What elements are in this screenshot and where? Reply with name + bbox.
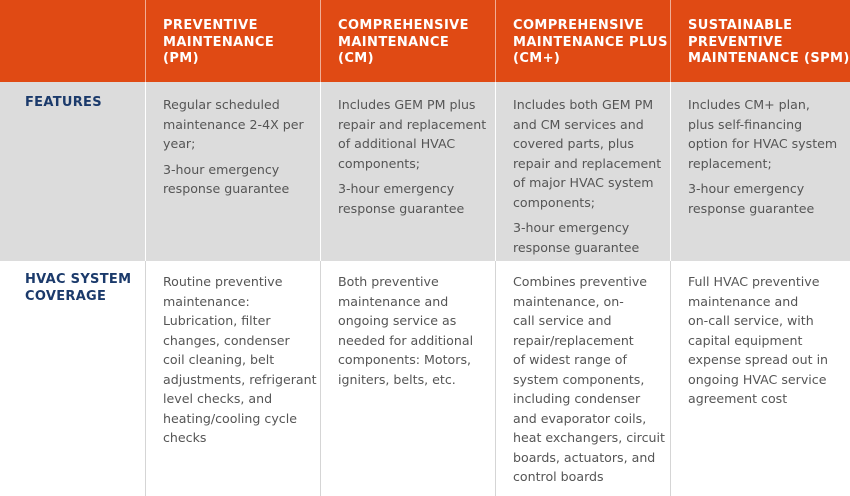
features-pm [145,82,320,261]
header-pm: PREVENTIVE MAINTENANCE (PM) [145,0,320,82]
features-pm-description: Regular scheduled maintenance 2-4X per year; [163,97,304,151]
features-cm-plus [495,82,670,261]
features-pm-guarantee: 3-hour emergency response guarantee [163,161,290,196]
coverage-spm: Full HVAC preventive maintenance and on-call service, with capital equipment expense spread out in ongoing HVAC service agreement cost [670,261,850,496]
row-label-hvac-coverage: HVAC SYSTEM COVERAGE [0,261,145,496]
row-label-features: FEATURES [0,82,145,261]
features-cm-plus-description: Includes both GEM PM and CM services and covered parts, plus repair and replacement of major HVAC system components; [513,97,662,210]
header-corner [0,0,145,82]
header-cm-plus: COMPREHENSIVE MAINTENANCE PLUS (CM+) [495,0,670,82]
coverage-cm: Both preventive maintenance and ongoing service as needed for additional components: Motors, igniters, belts, etc. [320,261,495,496]
features-cm-description: Includes GEM PM plus repair and replacement of additional HVAC components; [338,97,487,171]
features-spm-description: Includes CM+ plan, plus self-financing option for HVAC system replacement; [688,97,838,171]
coverage-cm-plus: Combines preventive maintenance, on- call service and repair/replacement of widest range of system components, including condenser and evaporator coils, heat exchangers, circuit boards, actuators, and control boards [495,261,670,496]
features-spm-guarantee: 3-hour emergency response guarantee [688,181,815,216]
features-cm [320,82,495,261]
features-spm [670,82,850,261]
coverage-pm: Routine preventive maintenance: Lubrication, filter changes, condenser coil cleaning, belt adjustments, refrigerant level checks, and heating/cooling cycle checks [145,261,320,496]
features-cm-plus-guarantee: 3-hour emergency response guarantee [513,220,640,255]
header-cm: COMPREHENSIVE MAINTENANCE (CM) [320,0,495,82]
header-spm: SUSTAINABLE PREVENTIVE MAINTENANCE (SPM) [670,0,850,82]
features-cm-guarantee: 3-hour emergency response guarantee [338,181,465,216]
